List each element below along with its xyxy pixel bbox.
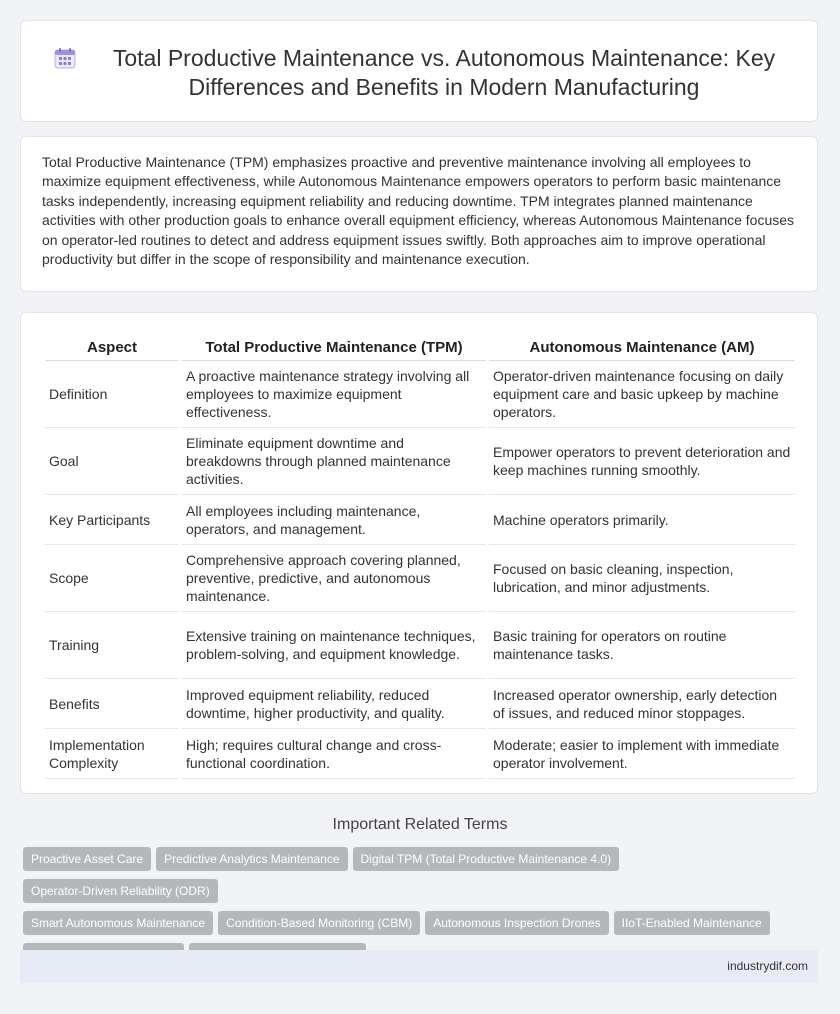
cell-aspect: Key Participants: [45, 495, 179, 545]
comparison-table: [42, 333, 798, 779]
cell-aspect: Goal: [45, 428, 179, 495]
cell-tpm: High; requires cultural change and cross-functional coordination.: [182, 729, 486, 779]
cell-am: Increased operator ownership, early detection of issues, and reduced minor stoppages.: [489, 679, 795, 729]
cell-am: Moderate; easier to implement with immediate operator involvement.: [489, 729, 795, 779]
related-term-tag[interactable]: Operator-Driven Reliability (ODR): [23, 879, 218, 903]
cell-am: Focused on basic cleaning, inspection, lubrication, and minor adjustments.: [489, 545, 795, 612]
related-term-tag[interactable]: Condition-Based Monitoring (CBM): [218, 911, 420, 935]
table-row: [45, 679, 795, 729]
cell-am: Operator-driven maintenance focusing on daily equipment care and basic upkeep by machine operators.: [489, 361, 795, 428]
cell-tpm: A proactive maintenance strategy involving all employees to maximize equipment effectiveness.: [182, 361, 486, 428]
cell-tpm: Eliminate equipment downtime and breakdowns through planned maintenance activities.: [182, 428, 486, 495]
cell-tpm: All employees including maintenance, operators, and management.: [182, 495, 486, 545]
related-term-tag[interactable]: IIoT-Enabled Maintenance: [614, 911, 770, 935]
table-row: [45, 612, 795, 679]
header-am: Autonomous Maintenance (AM): [489, 333, 795, 361]
cell-aspect: Benefits: [45, 679, 179, 729]
table-row: [45, 495, 795, 545]
page-title: Total Productive Maintenance vs. Autonomous Maintenance: Key Differences and Benefits in Modern Manufacturing: [112, 45, 776, 100]
table-row: [45, 545, 795, 612]
header-tpm: Total Productive Maintenance (TPM): [182, 333, 486, 361]
header-card: [20, 20, 818, 122]
related-term-tag[interactable]: Proactive Asset Care: [23, 847, 151, 871]
cell-aspect: Implementation Complexity: [45, 729, 179, 779]
intro-paragraph: Total Productive Maintenance (TPM) emphasizes proactive and preventive maintenance involving all employees to maximize equipment effectiveness, while Autonomous Maintenance empowers operators to perform basic maintenance tasks independently, increasing equipment reliability and reducing downtime. TPM integrates planned maintenance activities with other production goals to enhance overall equipment efficiency, whereas Autonomous Maintenance focuses on operator-led routines to detect and address equipment issues swiftly. Both approaches aim to improve operational productivity but differ in the scope of responsibility and maintenance execution.: [42, 154, 795, 268]
cell-aspect: Definition: [45, 361, 179, 428]
related-terms-title: Important Related Terms: [332, 816, 508, 833]
cell-am: Basic training for operators on routine maintenance tasks.: [489, 612, 795, 679]
cell-tpm: Extensive training on maintenance techniques, problem-solving, and equipment knowledge.: [182, 612, 486, 679]
cell-aspect: Training: [45, 612, 179, 679]
table-row: [45, 729, 795, 779]
table-row: [45, 361, 795, 428]
intro-card: [20, 136, 818, 292]
cell-am: Empower operators to prevent deterioration and keep machines running smoothly.: [489, 428, 795, 495]
table-row: [45, 428, 795, 495]
related-term-tag[interactable]: Autonomous Inspection Drones: [425, 911, 608, 935]
cell-am: Machine operators primarily.: [489, 495, 795, 545]
cell-aspect: Scope: [45, 545, 179, 612]
cell-tpm: Improved equipment reliability, reduced downtime, higher productivity, and quality.: [182, 679, 486, 729]
header-aspect: Aspect: [45, 333, 179, 361]
related-term-tag[interactable]: Predictive Analytics Maintenance: [156, 847, 347, 871]
cell-tpm: Comprehensive approach covering planned, preventive, predictive, and autonomous maintenance.: [182, 545, 486, 612]
related-term-tag[interactable]: Smart Autonomous Maintenance: [23, 911, 213, 935]
footer-site-link[interactable]: industrydif.com: [727, 959, 808, 973]
calendar-grid-icon: [54, 47, 76, 69]
table-header-row: [45, 333, 795, 361]
comparison-table-card: [20, 312, 818, 794]
footer: [20, 950, 818, 983]
related-term-tag[interactable]: Digital TPM (Total Productive Maintenance 4.0): [353, 847, 620, 871]
